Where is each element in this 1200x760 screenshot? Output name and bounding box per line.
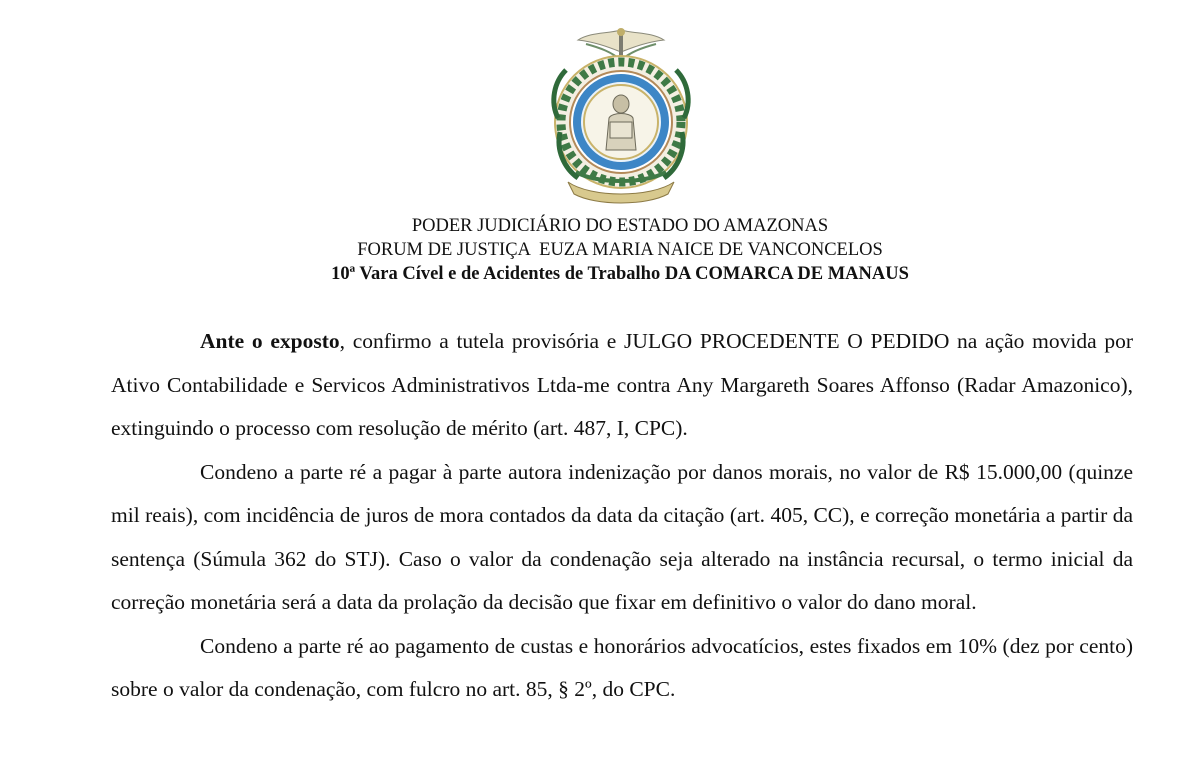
paragraph-ruling-lead: Ante o exposto <box>200 329 340 353</box>
document-body <box>111 320 1133 712</box>
paragraph-ruling <box>111 320 1133 451</box>
paragraph-costs: Condeno a parte ré ao pagamento de custas e honorários advocatícios, estes fixados em 10% (dez por cento) sobre o valor da condenação, com fulcro no art. 85, § 2º, do CPC. <box>111 633 1133 701</box>
paragraph-ruling-text: , confirmo a tutela provisória e JULGO PROCEDENTE O PEDIDO na ação movida por Ativo Contabilidade e Servicos Administrativos Ltda-me contra Any Margareth Soares Affonso (Radar Amazonico), extinguindo o processo com resolução de mérito (art. 487, I, CPC). <box>111 329 1133 440</box>
document-header <box>0 214 1200 286</box>
header-court-name: PODER JUDICIÁRIO DO ESTADO DO AMAZONAS <box>411 216 829 236</box>
header-court-division: 10ª Vara Cível e de Acidentes de Trabalho DA COMARCA DE MANAUS <box>331 264 909 284</box>
seal-icon <box>546 22 696 210</box>
header-forum-name: FORUM DE JUSTIÇA EUZA MARIA NAICE DE VANCONCELOS <box>357 240 883 260</box>
court-seal-emblem <box>546 22 696 210</box>
paragraph-damages: Condeno a parte ré a pagar à parte autora indenização por danos morais, no valor de R$ 15.000,00 (quinze mil reais), com incidência de juros de mora contados da data da citação (art. 405, CC), e correção monetária a partir da sentença (Súmula 362 do STJ). Caso o valor da condenação seja alterado na instância recursal, o termo inicial da correção monetária será a data da prolação da decisão que fixar em definitivo o valor do dano moral. <box>111 459 1133 614</box>
